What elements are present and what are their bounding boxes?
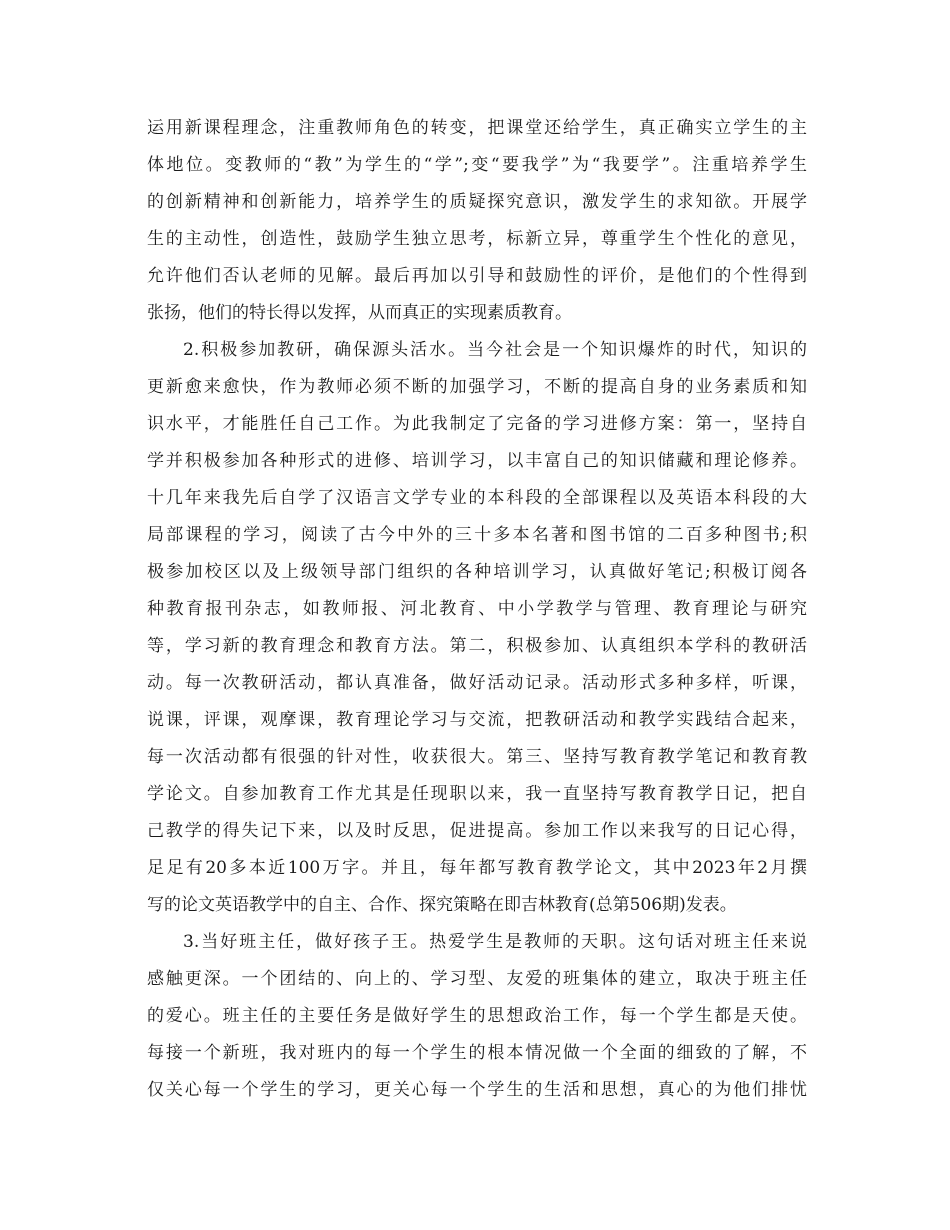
text-line: 己教学的得失记下来，以及时反思，促进提高。参加工作以来我写的日记心得， <box>147 821 807 841</box>
text-line: 学论文。自参加教育工作尤其是任现职以来，我一直坚持写教育教学日记，把自 <box>147 784 807 804</box>
text-line: 允许他们否认老师的见解。最后再加以引导和鼓励性的评价，是他们的个性得到 <box>147 266 807 286</box>
text-line: 生的主动性，创造性，鼓励学生独立思考，标新立异，尊重学生个性化的意见， <box>147 229 807 249</box>
text-line: 更新愈来愈快，作为教师必须不断的加强学习，不断的提高自身的业务素质和知 <box>147 377 807 397</box>
text-line: 等，学习新的教育理念和教育方法。第二，积极参加、认真组织本学科的教研活 <box>147 636 807 656</box>
text-line: 局部课程的学习，阅读了古今中外的三十多本名著和图书馆的二百多种图书;积 <box>147 525 807 545</box>
text-line: 运用新课程理念，注重教师角色的转变，把课堂还给学生，真正确实立学生的主 <box>147 118 807 138</box>
text-line: 仅关心每一个学生的学习，更关心每一个学生的生活和思想，真心的为他们排忧 <box>147 1080 807 1100</box>
text-line: 的爱心。班主任的主要任务是做好学生的思想政治工作，每一个学生都是天使。 <box>147 1006 807 1026</box>
text-line: 每接一个新班，我对班内的每一个学生的根本情况做一个全面的细致的了解，不 <box>147 1043 807 1063</box>
text-line: 体地位。变教师的“教”为学生的“学”;变“要我学”为“我要学”。注重培养学生 <box>147 155 807 175</box>
text-line: 十几年来我先后自学了汉语言文学专业的本科段的全部课程以及英语本科段的大 <box>147 488 807 508</box>
text-line: 写的论文英语教学中的自主、合作、探究策略在即吉林教育(总第506期)发表。 <box>147 895 737 915</box>
paragraph-start-line: 2.积极参加教研，确保源头活水。当今社会是一个知识爆炸的时代，知识的 <box>183 340 807 360</box>
text-line: 足足有20多本近100万字。并且，每年都写教育教学论文，其中2023年2月撰 <box>147 858 807 878</box>
text-line: 极参加校区以及上级领导部门组织的各种培训学习，认真做好笔记;积极订阅各 <box>147 562 807 582</box>
text-line: 种教育报刊杂志，如教师报、河北教育、中小学教学与管理、教育理论与研究 <box>147 599 807 619</box>
text-line: 感触更深。一个团结的、向上的、学习型、友爱的班集体的建立，取决于班主任 <box>147 969 807 989</box>
text-line: 动。每一次教研活动，都认真准备，做好活动记录。活动形式多种多样，听课， <box>147 673 807 693</box>
text-line: 的创新精神和创新能力，培养学生的质疑探究意识，激发学生的求知欲。开展学 <box>147 192 807 212</box>
text-line: 学并积极参加各种形式的进修、培训学习，以丰富自己的知识储藏和理论修养。 <box>147 451 807 471</box>
text-line: 张扬，他们的特长得以发挥，从而真正的实现素质教育。 <box>147 303 572 323</box>
text-line: 每一次活动都有很强的针对性，收获很大。第三、坚持写教育教学笔记和教育教 <box>147 747 807 767</box>
paragraph-start-line: 3.当好班主任，做好孩子王。热爱学生是教师的天职。这句话对班主任来说 <box>183 932 807 952</box>
text-line: 说课，评课，观摩课，教育理论学习与交流，把教研活动和教学实践结合起来， <box>147 710 807 730</box>
text-line: 识水平，才能胜任自己工作。为此我制定了完备的学习进修方案：第一，坚持自 <box>147 414 807 434</box>
